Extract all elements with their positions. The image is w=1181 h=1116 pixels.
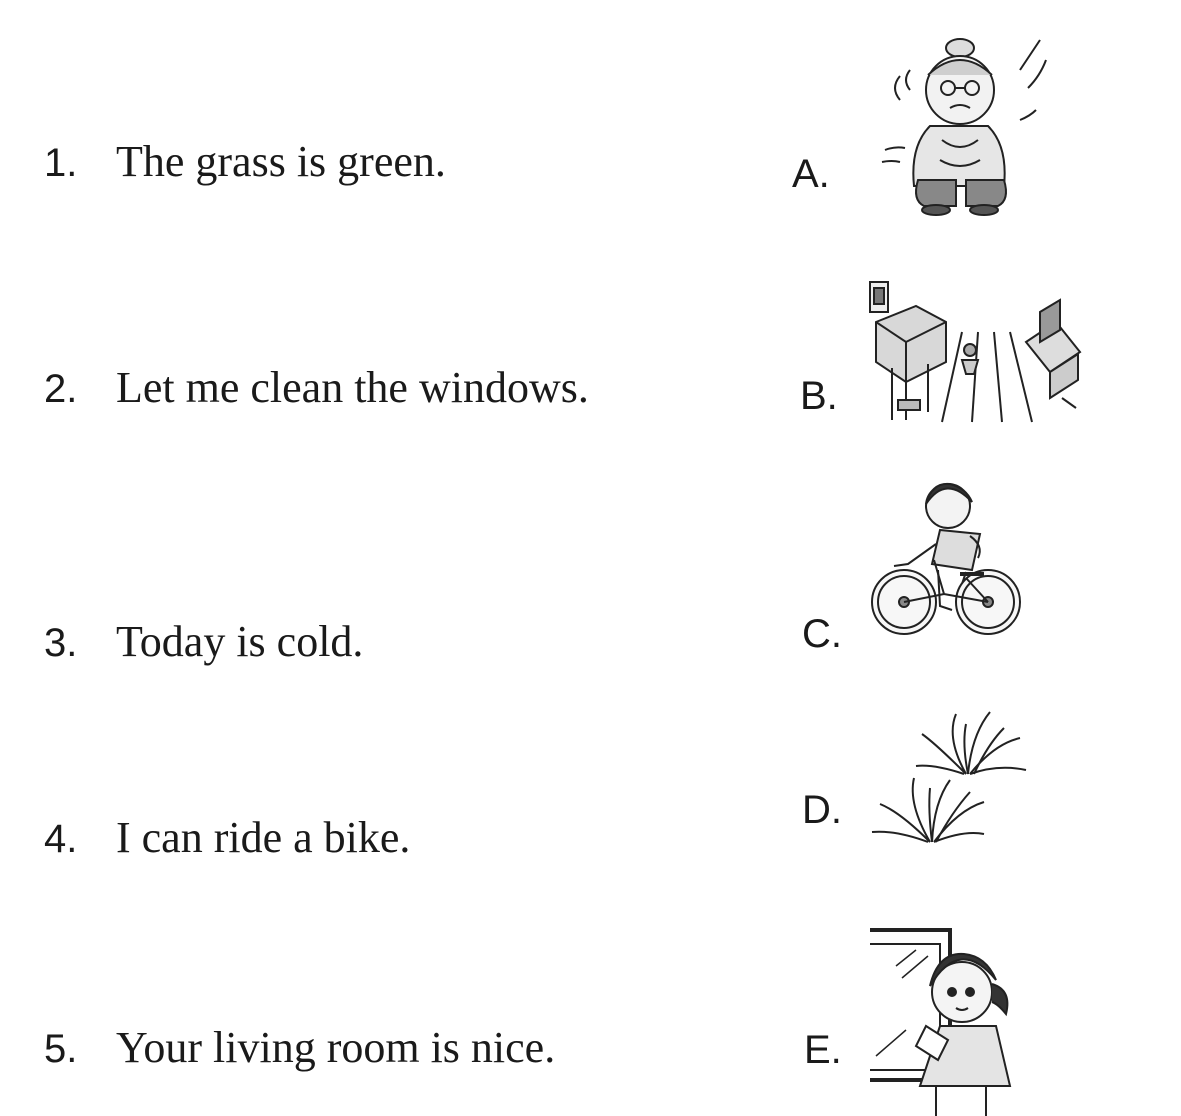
- sentence-number: 2.: [44, 367, 78, 411]
- sentence-3: [44, 616, 363, 667]
- option-letter-b: B.: [800, 374, 838, 418]
- sentence-text: I can ride a bike.: [116, 813, 411, 862]
- sentence-2: [44, 362, 589, 413]
- sentence-text: Today is cold.: [116, 617, 364, 666]
- sentence-5: [44, 1022, 555, 1073]
- sentence-text: Let me clean the windows.: [116, 363, 589, 412]
- girl-cleaning-window-icon: [866, 926, 1036, 1116]
- sentence-4: [44, 812, 410, 863]
- option-letter-c: C.: [802, 612, 842, 656]
- cold-old-man-shivering-icon: [870, 30, 1060, 220]
- girl-riding-bike-icon: [866, 474, 1026, 644]
- sentence-number: 3.: [44, 621, 78, 665]
- sentence-1: [44, 136, 446, 187]
- option-letter-a: A.: [792, 152, 830, 196]
- sentence-number: 1.: [44, 141, 78, 185]
- option-letter-d: D.: [802, 788, 842, 832]
- sentence-text: Your living room is nice.: [116, 1023, 556, 1072]
- sentence-number: 5.: [44, 1027, 78, 1071]
- sentence-text: The grass is green.: [116, 137, 446, 186]
- option-letter-e: E.: [804, 1028, 842, 1072]
- sentence-number: 4.: [44, 817, 78, 861]
- living-room-icon: [862, 272, 1082, 432]
- grass-icon: [870, 702, 1030, 852]
